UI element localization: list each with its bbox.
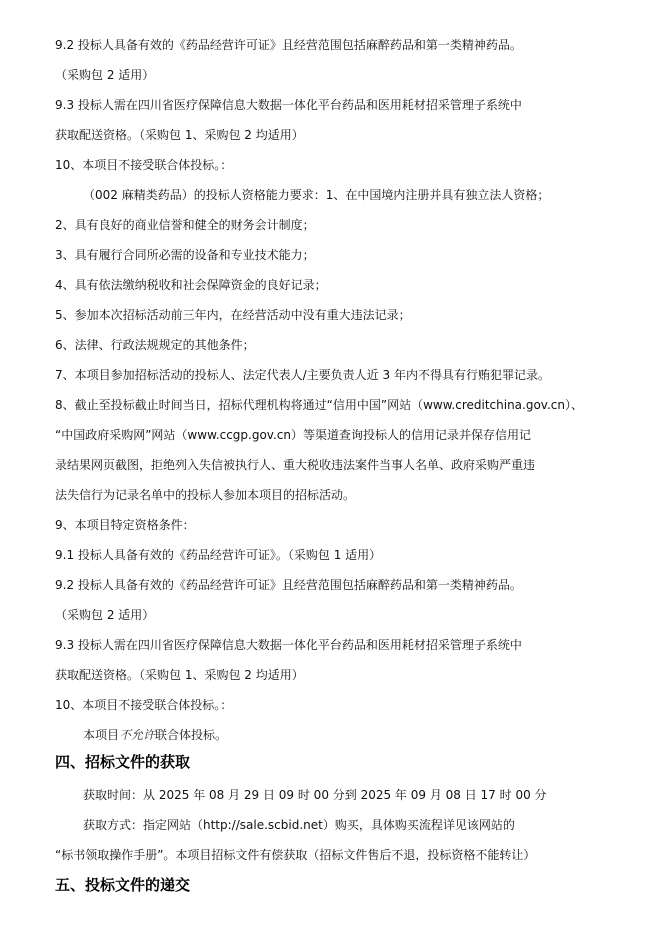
text-line: 录结果网页截图，拒绝列入失信被执行人、重大税收违法案件当事人名单、政府采购严重违: [55, 458, 536, 472]
text-line: 获取配送资格。（采购包 1、采购包 2 均适用）: [55, 128, 304, 142]
acquire-time: 获取时间：从 2025 年 08 月 29 日 09 时 00 分到 2025 年 09 月 08 日 17 时 00 分: [83, 788, 547, 802]
consortium-note: [83, 726, 227, 744]
text-line: 法失信行为记录名单中的投标人参加本项目的招标活动。: [55, 488, 356, 502]
text-line: 7、本项目参加招标活动的投标人、法定代表人/主要负责人近 3 年内不得具有行贿犯罪记录。: [55, 368, 550, 382]
text-line: 9.1 投标人具备有效的《药品经营许可证》。（采购包 1 适用）: [55, 548, 382, 562]
acquire-method-cont: “标书领取操作手册”。本项目招标文件有偿获取（招标文件售后不退，投标资格不能转让）: [55, 848, 536, 862]
text-line: 9.3 投标人需在四川省医疗保障信息大数据一体化平台药品和医用耗材招采管理子系统中: [55, 638, 522, 652]
text-line: “中国政府采购网”网站（www.ccgp.gov.cn）等渠道查询投标人的信用记录并保存信用记: [55, 428, 531, 442]
text-line: 获取配送资格。（采购包 1、采购包 2 均适用）: [55, 668, 304, 682]
text-line: （002 麻精类药品）的投标人资格能力要求：1、在中国境内注册并具有独立法人资格；: [83, 188, 550, 202]
text-line: 9.3 投标人需在四川省医疗保障信息大数据一体化平台药品和医用耗材招采管理子系统中: [55, 98, 522, 112]
section-heading: 五、投标文件的递交: [55, 876, 191, 894]
text-line: 6、法律、行政法规规定的其他条件；: [55, 338, 255, 352]
text-span: 联合体投标。: [155, 728, 228, 742]
text-line: （采购包 2 适用）: [55, 68, 155, 82]
text-line: 2、具有良好的商业信誉和健全的财务会计制度；: [55, 218, 315, 232]
text-line: 4、具有依法缴纳税收和社会保障资金的良好记录；: [55, 278, 327, 292]
text-line: 9、本项目特定资格条件：: [55, 518, 195, 532]
text-line: 8、截止至投标截止时间当日，招标代理机构将通过“信用中国”网站（www.creditchina.gov.cn）、: [55, 398, 583, 412]
text-line: 9.2 投标人具备有效的《药品经营许可证》且经营范围包括麻醉药品和第一类精神药品。: [55, 38, 522, 52]
acquire-method: 获取方式：指定网站（http://sale.scbid.net）购买，具体购买流程详见该网站的: [83, 818, 515, 832]
text-line: 10、本项目不接受联合体投标。：: [55, 698, 233, 712]
text-line: （采购包 2 适用）: [55, 608, 155, 622]
text-span: 本项目: [83, 728, 120, 742]
section-heading: 四、招标文件的获取: [55, 753, 191, 771]
text-line: 9.2 投标人具备有效的《药品经营许可证》且经营范围包括麻醉药品和第一类精神药品。: [55, 578, 522, 592]
text-line: 3、具有履行合同所必需的设备和专业技术能力；: [55, 248, 315, 262]
text-line: 10、本项目不接受联合体投标。：: [55, 158, 233, 172]
text-line: 5、参加本次招标活动前三年内，在经营活动中没有重大违法记录；: [55, 308, 411, 322]
not-allowed-text: 不允许: [119, 728, 156, 742]
